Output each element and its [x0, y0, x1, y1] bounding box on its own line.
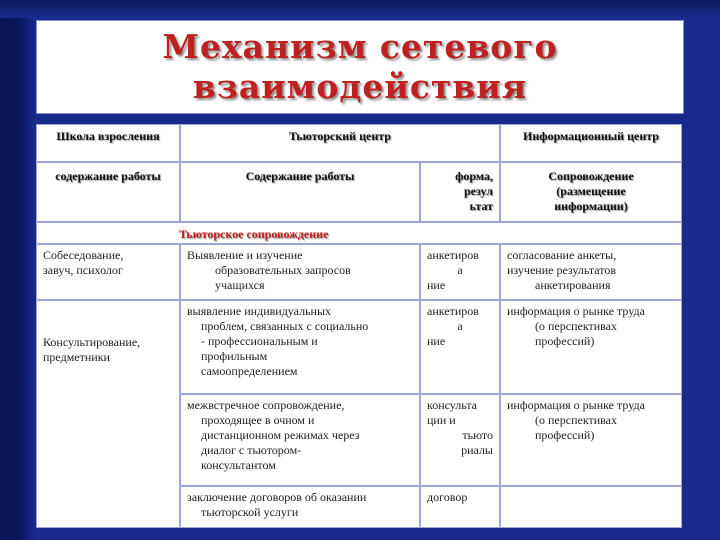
background-top-band: [0, 0, 720, 18]
left-cell-line: завуч, психолог: [43, 263, 123, 277]
row-1-form: [420, 244, 500, 300]
row-content-line: учащихся: [215, 278, 265, 292]
row-content-line: дистанционном режимах через: [201, 428, 360, 442]
header-tutor-center: Тьюторский центр: [180, 124, 500, 162]
row-content-line: тьюторской услуги: [201, 505, 299, 519]
row-2-form: [420, 300, 500, 394]
row-form-line: консульта: [427, 398, 478, 412]
row-info-line: (о перспективах: [535, 413, 617, 427]
row-info-line: согласование анкеты,: [507, 248, 617, 262]
row-form-line: ние: [427, 334, 446, 348]
row-form-line: тьюто: [462, 428, 493, 442]
subheader-form-line: резул: [463, 184, 493, 198]
subheader-support: [500, 162, 682, 222]
subheader-school-content: содержание работы: [36, 162, 180, 222]
subheader-tutor-content: Содержание работы: [180, 162, 420, 222]
left-cell-interview: [36, 244, 180, 300]
row-content-line: межвстречное сопровождение,: [187, 398, 345, 412]
row-info-line: (о перспективах: [535, 319, 617, 333]
header-school: Школа взросления: [36, 124, 180, 162]
subheader-support-line: (размещение: [556, 184, 626, 198]
subheader-support-line: информации): [554, 199, 628, 213]
row-info-line: изучение результатов: [507, 263, 617, 277]
row-4-content: [180, 486, 420, 528]
row-info-line: профессий): [535, 428, 595, 442]
row-info-line: профессий): [535, 334, 595, 348]
row-4-info: [500, 486, 682, 528]
left-cell-line: Собеседование,: [43, 248, 124, 262]
row-form-line: а: [457, 319, 463, 333]
row-form-line: а: [457, 263, 463, 277]
row-info-line: анкетирования: [535, 278, 611, 292]
row-form-line: риалы: [461, 443, 493, 457]
row-form-line: анкетиров: [427, 304, 479, 318]
row-content-line: заключение договоров об оказании: [187, 490, 367, 504]
row-1-info: [500, 244, 682, 300]
background-left-band: [0, 0, 34, 540]
subheader-support-line: Сопровождение: [548, 169, 634, 183]
title-line-1: Механизм сетевого: [162, 27, 558, 66]
row-3-info: [500, 394, 682, 486]
row-3-form: [420, 394, 500, 486]
header-info-center: Информационный центр: [500, 124, 682, 162]
row-info-line: информация о рынке труда: [507, 304, 645, 318]
subheader-form-line: ьтат: [469, 199, 493, 213]
row-form-line: ние: [427, 278, 446, 292]
row-content-line: - профессиональным и: [201, 334, 318, 348]
row-content-line: проблем, связанных с социально: [201, 319, 369, 333]
row-content-line: самоопределением: [201, 364, 298, 378]
section-label: Тьюторское сопровождение: [36, 222, 682, 244]
row-content-line: выявление индивидуальных: [187, 304, 332, 318]
row-1-content: [180, 244, 420, 300]
row-3-content: [180, 394, 420, 486]
subheader-form-result: [420, 162, 500, 222]
row-content-line: Выявление и изучение: [187, 248, 303, 262]
subheader-form-line: форма,: [455, 169, 493, 183]
row-form-line: анкетиров: [427, 248, 479, 262]
row-4-form: [420, 486, 500, 528]
row-form-line: ции и: [427, 413, 456, 427]
row-content-line: образовательных запросов: [215, 263, 351, 277]
row-form-line: договор: [427, 490, 468, 504]
row-2-info: [500, 300, 682, 394]
row-content-line: диалог с тьютором-: [201, 443, 302, 457]
title-line-2: взаимодействия: [192, 67, 528, 106]
left-cell-consulting: [36, 300, 180, 528]
row-2-content: [180, 300, 420, 394]
row-content-line: проходящее в очном и: [201, 413, 315, 427]
left-cell-line: Консультирование,: [43, 335, 141, 349]
row-info-line: информация о рынке труда: [507, 398, 645, 412]
left-cell-line: предметники: [43, 350, 110, 364]
row-content-line: профильным: [201, 349, 268, 363]
row-content-line: консультантом: [201, 458, 276, 472]
title-box: [36, 20, 684, 114]
